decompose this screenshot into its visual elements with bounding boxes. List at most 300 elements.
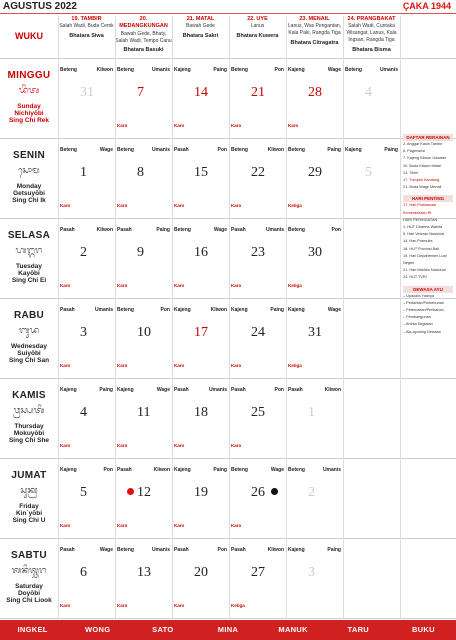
hari-penting-item: 21. Hari Maritim Nasional [403,268,446,273]
rerainan-item: 17. Tumpek Kandang [403,178,440,183]
date-number: 10 [137,325,151,340]
pawukon-left: Kajeng [288,547,305,553]
date-number: 14 [194,85,208,100]
date-cell[interactable] [286,300,343,370]
ingkel-label: BUKU [411,625,435,634]
sasih-label: Ketiga [231,603,245,608]
row-divider [0,58,456,59]
date-number: 25 [251,405,265,420]
date-cell[interactable] [58,540,115,610]
pawukon-left: Beteng [288,227,305,233]
ingkel-label: INGKEL [17,625,48,634]
day-balinese-script: ᬰᬦᬶᬰ᭄ᬘᬭ [11,566,47,576]
pawukon-row [174,67,227,73]
date-cell[interactable] [286,220,343,290]
day-english: Thursday [14,423,44,430]
pawukon-row [345,67,398,73]
date-cell[interactable] [286,380,343,450]
pawukon-row [60,227,113,233]
date-cell[interactable] [115,380,172,450]
day-label-jumat [0,462,58,532]
pawukon-right: Kliwon [210,307,227,313]
day-japanese: Kin`yōbi [16,510,42,517]
date-number: 11 [137,405,151,420]
wuku-note: Salah Wadi, Cuntaka Wisangat, Lanus, Kala Ingsan, Rangda Tiga [346,23,397,43]
pawukon-left: Pasah [60,227,75,233]
pawukon-row [174,227,227,233]
pawukon-right: Pon [331,227,341,233]
pawukon-right: Wage [213,227,227,233]
pawukon-row [174,147,227,153]
date-cell[interactable] [286,460,343,530]
hari-penting-item: 1. HUT Dharma Wanita [403,225,443,230]
pawukon-left: Beteng [288,467,305,473]
date-cell[interactable] [115,540,172,610]
pawukon-right: Pon [274,67,284,73]
date-number: 2 [308,485,315,500]
date-cell[interactable] [115,60,172,130]
pawukon-left: Pasah [231,387,246,393]
pawukon-row [231,387,284,393]
wuku-title: 24. PRANGBAKAT [347,16,396,22]
ingkel-label: WONG [85,625,111,634]
dewasa-ayu-item: – Ala-ayuning Dewasa [403,329,441,334]
pawukon-right: Kliwon [96,67,113,73]
pawukon-row [231,467,284,473]
date-number: 12 [137,485,151,500]
day-japanese: Suiyōbi [17,350,41,357]
day-balinese-script: ᬩᬸᬤ [18,326,40,336]
pawukon-right: Umanis [265,227,284,233]
sasih-label: Karo [60,603,71,608]
sasih-label: Karo [117,603,128,608]
pawukon-row [174,467,227,473]
sasih-label: Karo [60,283,71,288]
hari-penting-item: 19. Hari Departemen Luar Negeri [403,253,447,266]
pawukon-right: Pon [274,387,284,393]
pawukon-left: Pasah [60,547,75,553]
day-label-selasa [0,222,58,292]
day-english: Saturday [15,583,43,590]
date-cell[interactable] [343,140,400,210]
sasih-label: Karo [174,203,185,208]
pawukon-left: Kajeng [117,387,134,393]
sasih-label: Karo [288,123,299,128]
date-cell[interactable] [229,300,286,370]
sasih-label: Karo [60,523,71,528]
hari-penting-item: 5. Hari Veteran Nasional [403,232,445,237]
date-number: 21 [251,85,265,100]
date-number: 3 [308,565,315,580]
pawukon-left: Beteng [231,467,248,473]
wuku-note: Bawah Gede [186,23,215,30]
day-japanese: Nichiyōbi [14,110,44,117]
sasih-label: Karo [174,283,185,288]
pawukon-left: Pasah [60,307,75,313]
pawukon-row [288,67,341,73]
date-cell[interactable] [115,140,172,210]
wuku-deity: Bhatara Sakri [182,33,219,40]
date-number: 17 [194,325,208,340]
date-cell[interactable] [229,140,286,210]
day-label-kamis [0,382,58,452]
hari-penting-item: 24. HUT TVRI [403,275,427,280]
pawukon-right: Wage [327,307,341,313]
pawukon-left: Beteng [117,67,134,73]
rerainan-item: 21. Buda Wage Menail [403,185,442,190]
sasih-label: Karo [231,283,242,288]
date-cell[interactable] [343,540,400,610]
pawukon-row [288,547,341,553]
pawukon-row [174,387,227,393]
pawukon-row [60,547,113,553]
pawukon-right: Wage [327,67,341,73]
wuku-column [58,16,115,56]
header-divider [0,13,456,14]
pawukon-right: Wage [156,387,170,393]
pawukon-left: Kajeng [174,307,191,313]
pawukon-row [117,387,170,393]
day-label-sabtu [0,542,58,612]
day-english: Wednesday [10,343,47,350]
pawukon-left: Pasah [231,547,246,553]
date-cell[interactable] [172,220,229,290]
date-number: 23 [251,245,265,260]
date-cell[interactable] [58,300,115,370]
sasih-label: Ketiga [288,363,302,368]
wuku-title: 19. TAMBIR [71,16,102,22]
dewasa-ayu-item: – Pembangunan [403,315,431,320]
pawukon-left: Beteng [231,147,248,153]
sidebar-section-rerainan: DAFTAR RERAINAN [403,134,453,141]
wuku-deity: Bhatara Basuki [123,47,164,54]
pawukon-row [117,307,170,313]
wuku-note: Salah Wadi, Buda Cemk [59,23,114,30]
date-cell[interactable] [229,380,286,450]
rerainan-item: 14. Tilem [403,170,419,175]
header [0,0,456,14]
sasih-label: Karo [117,203,128,208]
sasih-label: Karo [117,123,128,128]
date-number: 24 [251,325,265,340]
sasih-label: Ketiga [288,283,302,288]
pawukon-left: Beteng [288,147,305,153]
date-cell[interactable] [172,300,229,370]
day-name: SABTU [11,550,47,561]
day-chinese: Sing Chi San [8,357,50,364]
day-name: SELASA [7,230,51,241]
date-cell[interactable] [58,460,115,530]
sasih-label: Karo [60,443,71,448]
pawukon-right: Wage [270,467,284,473]
sidebar-section-hari-penting: HARI PENTING [403,195,453,202]
sasih-label: Karo [174,363,185,368]
hari-penting-item: 17. Hari Proklamasi Kemerdekaan RI [403,203,437,215]
pawukon-right: Wage [99,547,113,553]
pawukon-row [117,547,170,553]
pawukon-left: Beteng [60,147,77,153]
dewasa-ayu-item: – Peternakan/Perikanan [403,308,444,313]
date-cell[interactable] [172,460,229,530]
sasih-label: Karo [60,363,71,368]
date-number: 20 [194,565,208,580]
sidebar [400,130,456,618]
pawukon-left: Kajeng [288,67,305,73]
pawukon-right: Pon [217,147,227,153]
sasih-label: Karo [231,203,242,208]
rerainan-item: 6. Pagerwesi [403,149,425,154]
pawukon-left: Kajeng [60,387,77,393]
date-number: 28 [308,85,322,100]
pawukon-right: Paing [213,467,227,473]
day-balinese-script: ᬯ᭄ᬭᬲ᭄ᬧᬢᬶ [13,406,45,416]
wuku-deity: Bhatara Siwa [69,33,104,40]
wuku-column [229,16,286,56]
pawukon-right: Paing [270,307,284,313]
dewasa-ayu-item: – Aneka Kegiatan [403,322,433,327]
pawukon-right: Paing [384,147,398,153]
sasih-label: Karo [117,363,128,368]
pawukon-left: Beteng [231,67,248,73]
sasih-label: Karo [117,523,128,528]
pawukon-right: Paing [213,67,227,73]
date-cell[interactable] [58,380,115,450]
date-number: 5 [365,165,372,180]
row-divider [0,458,456,459]
sasih-label: Karo [231,123,242,128]
pawukon-row [231,307,284,313]
date-number: 3 [80,325,87,340]
pawukon-row [117,67,170,73]
pawukon-row [117,467,170,473]
row-divider [0,378,456,379]
pawukon-left: Kajeng [288,307,305,313]
wuku-column [343,16,400,56]
day-english: Tuesday [16,263,42,270]
date-number: 26 [251,485,265,500]
pawukon-row [60,387,113,393]
day-balinese-script: ᬲᬸᬓ᭄ᬭ [20,486,38,496]
wuku-title: 21. MATAL [186,16,215,22]
pawukon-right: Umanis [151,67,170,73]
pawukon-right: Paing [327,547,341,553]
day-balinese-script: ᬤᬶᬢ [18,86,40,96]
pawukon-left: Pasah [174,147,189,153]
date-cell[interactable] [286,60,343,130]
pawukon-left: Kajeng [174,467,191,473]
date-cell[interactable] [58,220,115,290]
date-cell[interactable] [343,380,400,450]
rerainan-item: 2. Anggar Kasih Tambir [403,142,443,146]
pawukon-right: Umanis [208,387,227,393]
date-cell[interactable] [286,540,343,610]
pawukon-row [174,307,227,313]
rerainan-item: 10. Buda Kliwon Matal [403,163,441,168]
date-number: 9 [137,245,144,260]
pawukon-row [231,227,284,233]
date-number: 7 [137,85,144,100]
pawukon-row [231,547,284,553]
sasih-label: Karo [174,603,185,608]
sasih-label: Karo [174,443,185,448]
day-chinese: Sing Chi Ik [12,197,46,204]
pawukon-row [231,67,284,73]
hari-penting-item: HARI PERINGATAN [403,217,438,222]
date-cell[interactable] [229,460,286,530]
day-chinese: Sing Chi Liook [6,597,52,604]
pawukon-right: Wage [99,147,113,153]
date-number: 31 [308,325,322,340]
date-number: 22 [251,165,265,180]
rerainan-item: 7. Kajeng Kliwon Uwudan [403,156,447,161]
date-number: 30 [308,245,322,260]
wuku-title: 20. MEDANGKUNGAN [119,16,168,30]
pawukon-left: Pasah [174,387,189,393]
date-cell[interactable] [229,60,286,130]
pawukon-row [345,147,398,153]
pawukon-row [60,307,113,313]
pawukon-left: Beteng [345,67,362,73]
date-cell[interactable] [172,140,229,210]
ingkel-label: MANUK [278,625,308,634]
date-cell[interactable] [172,380,229,450]
pawukon-left: Pasah [231,227,246,233]
date-number: 31 [80,85,94,100]
hari-penting-item: 14. Hari Pramuka [403,239,433,244]
day-balinese-script: ᬲᭀᬫ [18,166,40,176]
sasih-label: Karo [174,523,185,528]
pawukon-left: Beteng [117,547,134,553]
day-english: Sunday [17,103,41,110]
row-divider [0,298,456,299]
pawukon-right: Paing [99,387,113,393]
date-cell[interactable] [286,140,343,210]
pawukon-row [288,147,341,153]
pawukon-left: Kajeng [345,147,362,153]
date-cell[interactable] [343,220,400,290]
date-number: 4 [80,405,87,420]
ingkel-label: SATO [152,625,174,634]
day-label-senin [0,142,58,212]
pawukon-right: Pon [217,547,227,553]
day-chinese: Sing Chi Rek [8,117,50,124]
wuku-deity: Bhatara Citragatra [290,39,339,46]
date-cell[interactable] [229,220,286,290]
date-number: 2 [80,245,87,260]
sidebar-section-dewasa-ayu: DEWASA AYU [403,286,453,293]
hari-penting-item: 18. HUT Provinsi Bali [403,246,440,251]
date-cell[interactable] [343,60,400,130]
date-number: 4 [365,85,372,100]
dewasa-ayu-item: – Pertanian/Perkebunan [403,300,444,305]
pawukon-left: Beteng [117,307,134,313]
pawukon-right: Umanis [322,467,341,473]
date-number: 5 [80,485,87,500]
sasih-label: Karo [117,443,128,448]
day-japanese: Kayōbi [18,270,40,277]
day-english: Friday [19,503,39,510]
wuku-column [286,16,343,56]
pawukon-row [60,147,113,153]
pawukon-right: Umanis [379,67,398,73]
wuku-title: 23. MENAIL [299,16,330,22]
wuku-column [115,16,172,56]
pawukon-row [288,467,341,473]
pawukon-row [117,147,170,153]
full-moon-icon [127,488,134,495]
pawukon-row [60,467,113,473]
pawukon-right: Umanis [151,147,170,153]
pawukon-right: Umanis [94,307,113,313]
day-japanese: Doyōbi [17,590,41,597]
day-english: Monday [16,183,42,190]
day-japanese: Getsuyōbi [13,190,45,197]
pawukon-left: Beteng [117,147,134,153]
date-cell[interactable] [115,460,172,530]
wuku-label: WUKU [15,31,43,41]
row-divider [0,138,456,139]
date-number: 8 [137,165,144,180]
date-cell[interactable] [343,300,400,370]
pawukon-row [174,547,227,553]
pawukon-right: Pon [103,467,113,473]
pawukon-right: Kliwon [153,467,170,473]
date-cell[interactable] [115,220,172,290]
sasih-label: Karo [117,283,128,288]
pawukon-right: Paing [327,147,341,153]
date-number: 6 [80,565,87,580]
pawukon-right: Kliwon [267,147,284,153]
pawukon-left: Kajeng [60,467,77,473]
pawukon-right: Pon [160,307,170,313]
day-name: SENIN [12,150,46,161]
month-title: AGUSTUS 2022 [3,1,77,12]
wuku-note: Lanus, Was Pengantan, Kala Paki, Rangda Tiga [287,23,342,37]
pawukon-row [288,227,341,233]
date-cell[interactable] [343,460,400,530]
date-cell[interactable] [172,60,229,130]
day-balinese-script: ᬳᬗ᭄ᬕᬭ [15,246,43,256]
day-japanese: Mokuyōbi [13,430,45,437]
day-chinese: Sing Chi She [8,437,50,444]
pawukon-left: Pasah [117,227,132,233]
date-cell[interactable] [58,140,115,210]
sasih-label: Karo [231,363,242,368]
date-cell[interactable] [172,540,229,610]
pawukon-left: Pasah [288,387,303,393]
date-number: 27 [251,565,265,580]
day-name: RABU [13,310,45,321]
day-chinese: Sing Chi U [12,517,46,524]
date-number: 1 [308,405,315,420]
date-number: 16 [194,245,208,260]
date-cell[interactable] [229,540,286,610]
wuku-title: 22. UYE [247,16,268,22]
pawukon-right: Umanis [151,547,170,553]
pawukon-left: Kajeng [231,307,248,313]
wuku-note: Lanus [250,23,265,30]
dewasa-ayu-item: – Upacara Yadnya [403,293,435,298]
date-cell[interactable] [58,60,115,130]
pawukon-row [60,67,113,73]
pawukon-right: Kliwon [324,387,341,393]
day-name: KAMIS [12,390,46,401]
pawukon-row [117,227,170,233]
date-cell[interactable] [115,300,172,370]
day-name: MINGGU [7,70,51,81]
sasih-label: Karo [231,443,242,448]
pawukon-left: Beteng [60,67,77,73]
